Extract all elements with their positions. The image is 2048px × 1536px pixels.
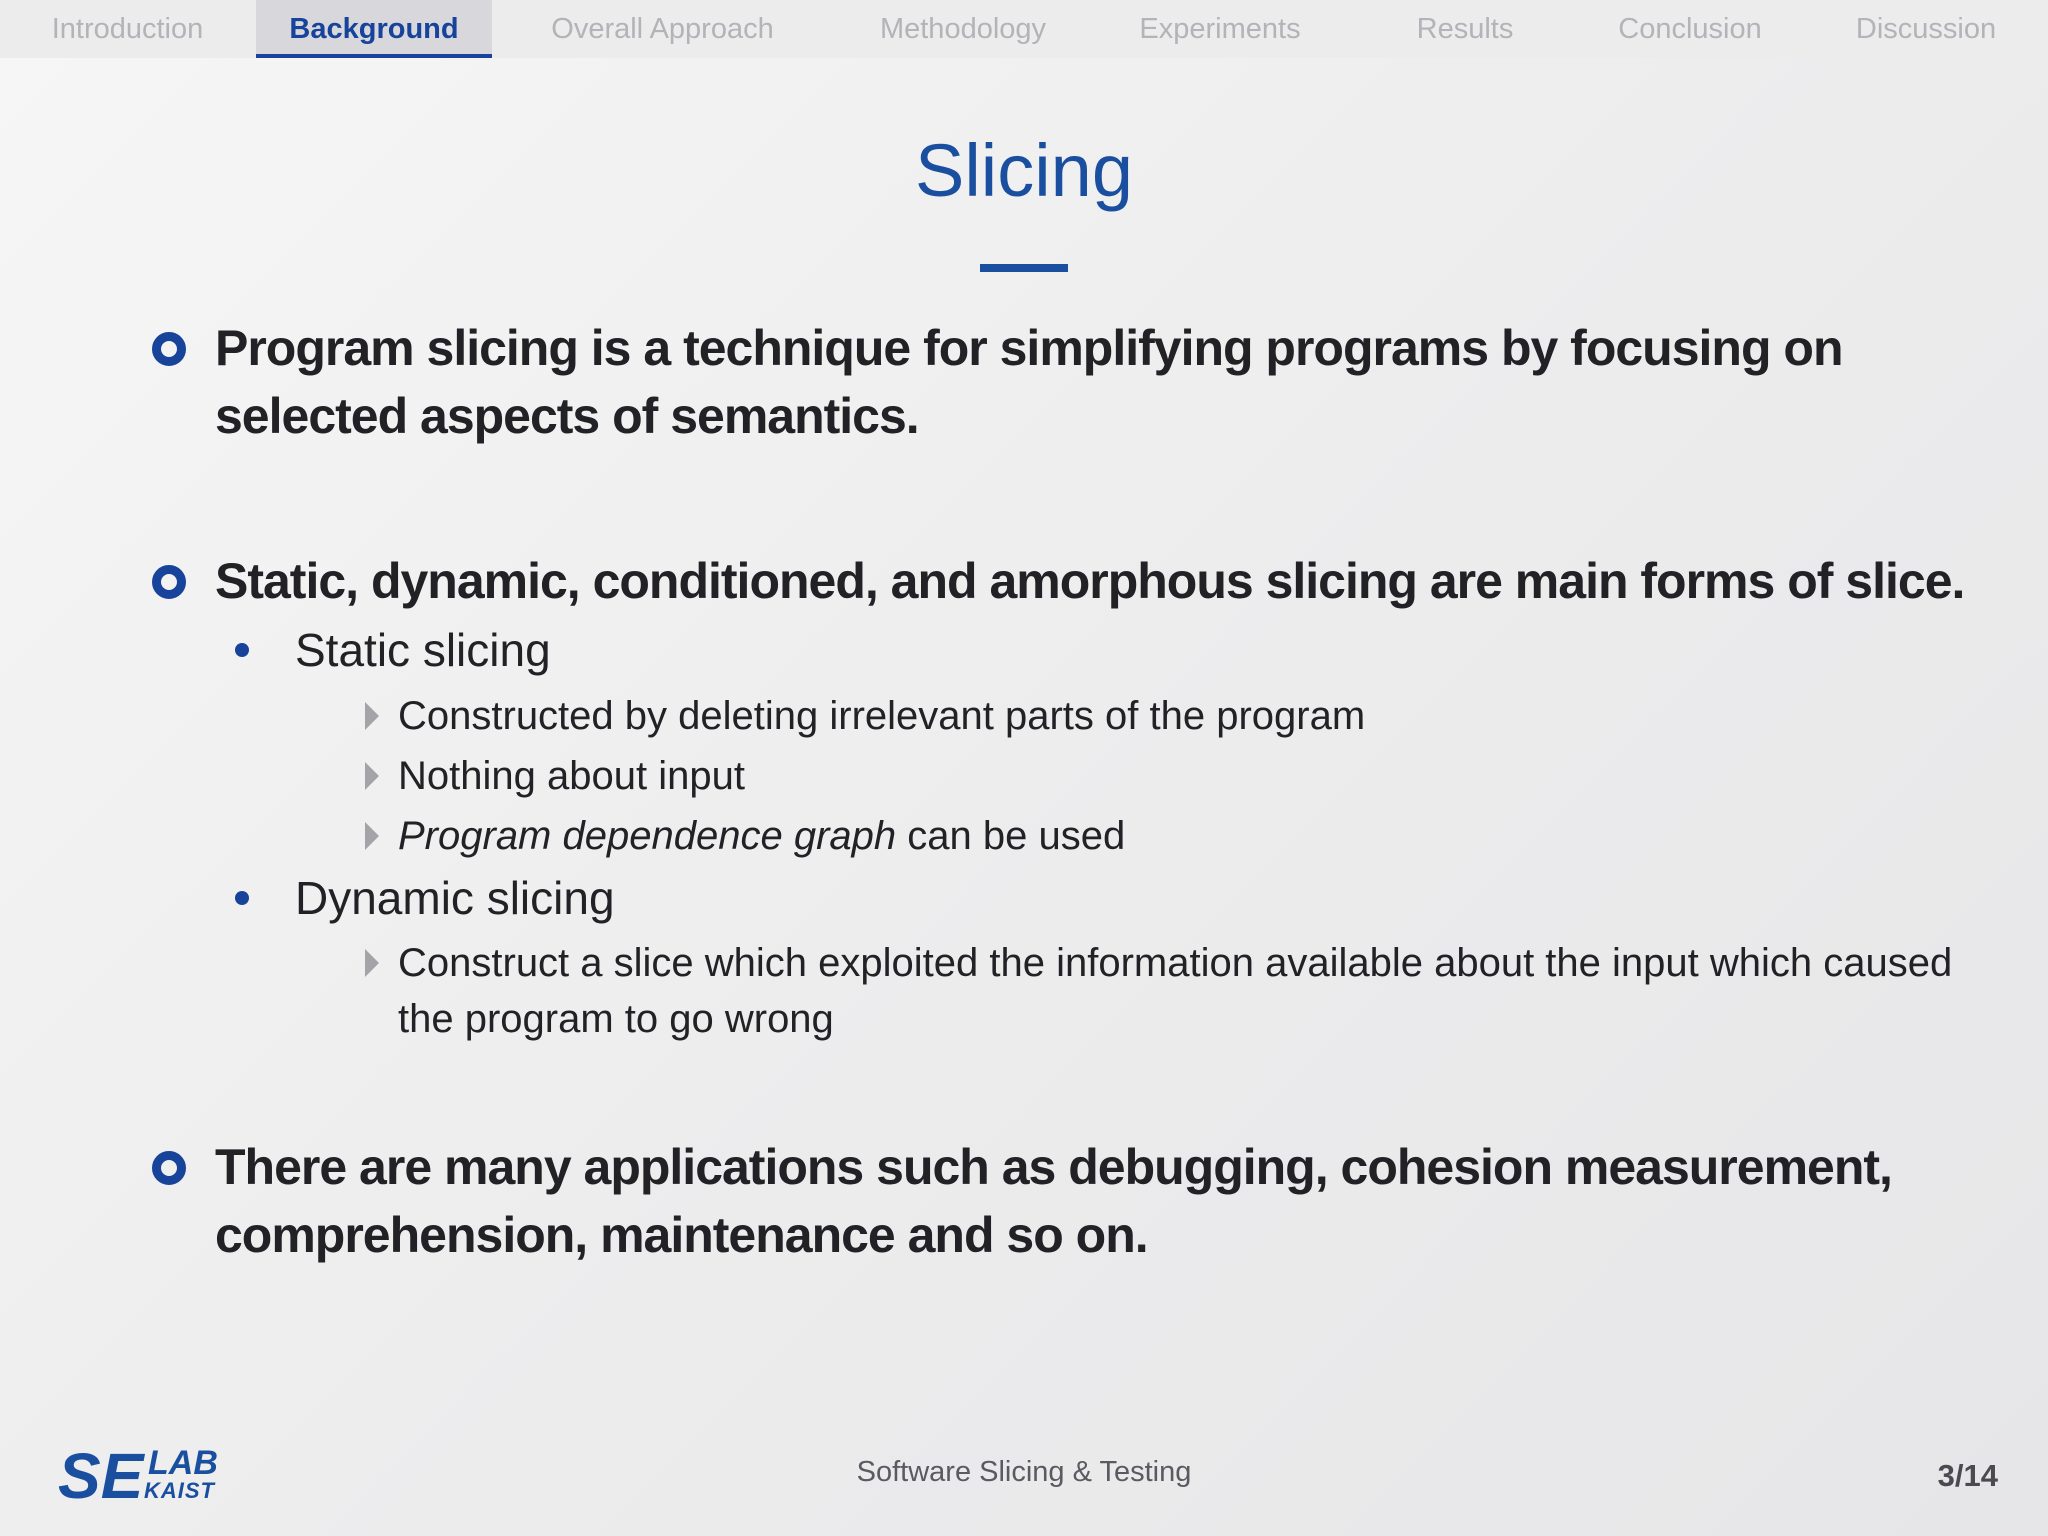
tab-introduction[interactable]: Introduction bbox=[51, 13, 204, 45]
slide-title: Slicing bbox=[915, 129, 1133, 212]
pdg-rest: can be used bbox=[896, 814, 1126, 858]
dot-bullet-icon bbox=[235, 643, 249, 657]
ring-bullet-icon bbox=[152, 332, 186, 366]
dot-bullet-icon bbox=[235, 891, 249, 905]
triangle-bullet-icon bbox=[365, 762, 379, 790]
triangle-bullet-icon bbox=[365, 822, 379, 850]
footer-title: Software Slicing & Testing bbox=[856, 1456, 1192, 1488]
tab-background[interactable]: Background bbox=[256, 0, 492, 58]
tab-methodology[interactable]: Methodology bbox=[879, 13, 1047, 45]
tab-overall-approach[interactable]: Overall Approach bbox=[551, 13, 774, 45]
ring-bullet-icon bbox=[152, 565, 186, 599]
static-item-pdg bbox=[398, 808, 1958, 864]
pdg-term: Program dependence graph bbox=[398, 814, 897, 858]
triangle-bullet-icon bbox=[365, 949, 379, 977]
tab-experiments[interactable]: Experiments bbox=[1139, 13, 1301, 45]
bullet-definition: Program slicing is a technique for simplifying programs by focusing on selected aspects of semantics. bbox=[215, 320, 1843, 444]
triangle-bullet-icon bbox=[365, 702, 379, 730]
tab-results[interactable]: Results bbox=[1416, 13, 1514, 45]
dynamic-item-construct: Construct a slice which exploited the information available about the input which caused the program to go wrong bbox=[398, 941, 1953, 1041]
static-item-input: Nothing about input bbox=[398, 754, 745, 798]
title-underline bbox=[980, 264, 1068, 272]
logo-kaist-text: KAIST bbox=[144, 1478, 215, 1503]
logo-lab-text: LAB bbox=[148, 1444, 218, 1482]
page-number: 3/14 bbox=[1937, 1458, 1998, 1493]
ring-bullet-icon bbox=[152, 1151, 186, 1185]
logo-se-text: SE bbox=[58, 1440, 144, 1504]
tab-discussion[interactable]: Discussion bbox=[1855, 13, 1997, 45]
bullet-forms: Static, dynamic, conditioned, and amorphous slicing are main forms of slice. bbox=[215, 553, 1965, 609]
static-item-deleting: Constructed by deleting irrelevant parts of the program bbox=[398, 694, 1366, 738]
bullet-applications: There are many applications such as debugging, cohesion measurement, comprehension, maintenance and so on. bbox=[215, 1139, 1892, 1263]
tab-conclusion[interactable]: Conclusion bbox=[1618, 13, 1762, 45]
sub-bullet-dynamic: Dynamic slicing bbox=[295, 872, 615, 924]
section-nav bbox=[0, 0, 2048, 58]
sub-bullet-static: Static slicing bbox=[295, 624, 551, 676]
